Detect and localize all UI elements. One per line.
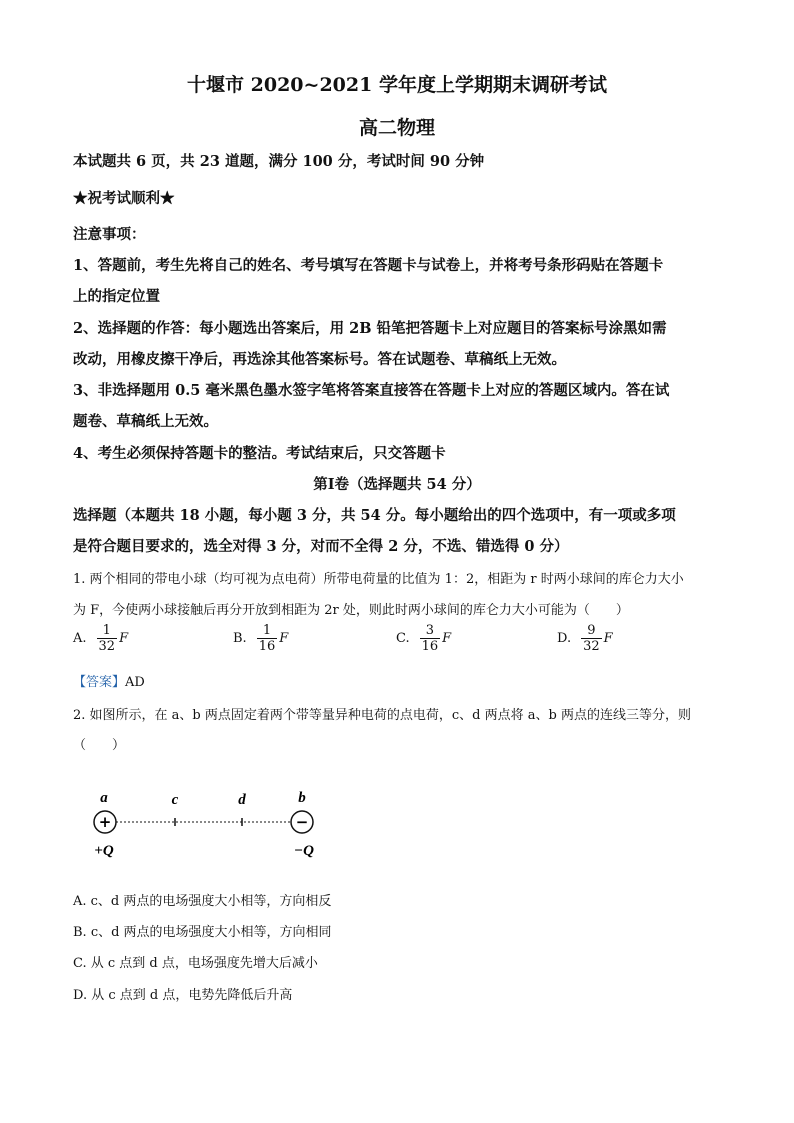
exam-info: 本试题共 6 页，共 23 道题，满分 100 分，考试时间 90 分钟 <box>73 153 485 170</box>
plus-sign: + <box>98 813 112 831</box>
denominator: 32 <box>583 639 600 654</box>
q2-option-b[interactable]: B. c、d 两点的电场强度大小相等，方向相同 <box>73 925 332 940</box>
label-a: a <box>100 790 108 806</box>
question-2-text: 2. 如图所示，在 a、b 两点固定着两个带等量异种电荷的点电荷，c、d 两点将 a、b 两点的连线三等分，则 <box>73 708 691 723</box>
numerator: 1 <box>102 623 111 638</box>
fraction <box>97 623 118 654</box>
q2-option-a[interactable]: A. c、d 两点的电场强度大小相等，方向相反 <box>73 894 332 909</box>
label-c: c <box>171 792 179 808</box>
denominator: 16 <box>258 639 276 654</box>
fraction <box>581 623 602 654</box>
question-2-text: （ ） <box>73 738 126 753</box>
notice-line: 2、选择题的作答：每小题选出答案后，用 2B 铅笔把答题卡上对应题目的答案标号涂黑如需 <box>73 320 667 337</box>
force-symbol: F <box>442 631 452 646</box>
notice-line: 题卷、草稿纸上无效。 <box>73 413 218 430</box>
q1-option-b[interactable] <box>233 623 288 654</box>
force-symbol: F <box>603 631 613 646</box>
option-label: C. <box>396 631 410 646</box>
charge-a-label: +Q <box>94 843 114 859</box>
force-symbol: F <box>119 631 129 646</box>
option-label: A. <box>73 631 87 646</box>
option-label: B. <box>233 631 247 646</box>
label-b: b <box>298 790 306 806</box>
good-luck-text: ★祝考试顺利★ <box>73 190 175 207</box>
q1-option-d[interactable] <box>557 623 613 654</box>
section-heading: 第Ⅰ卷（选择题共 54 分） <box>313 476 481 493</box>
q1-option-c[interactable] <box>396 623 451 654</box>
subject-title: 高二物理 <box>358 117 435 139</box>
q1-option-a[interactable] <box>73 623 128 654</box>
notice-heading: 注意事项： <box>73 226 146 243</box>
answer-value: AD <box>125 675 145 690</box>
option-label: D. <box>557 631 572 646</box>
force-symbol: F <box>279 631 289 646</box>
answer-tag: 【答案】 <box>73 675 126 690</box>
notice-line: 1、答题前，考生先将自己的姓名、考号填写在答题卡与试卷上，并将考号条形码贴在答题卡 <box>73 257 664 274</box>
q2-option-c[interactable]: C. 从 c 点到 d 点，电场强度先增大后减小 <box>73 956 318 971</box>
numerator: 9 <box>587 623 596 638</box>
section-description: 选择题（本题共 18 小题，每小题 3 分，共 54 分。每小题给出的四个选项中，有一项或多项 <box>73 507 676 524</box>
charge-b-label: −Q <box>294 843 314 859</box>
q2-option-d[interactable]: D. 从 c 点到 d 点，电势先降低后升高 <box>73 988 293 1003</box>
notice-line: 上的指定位置 <box>73 288 160 305</box>
question-1-text: 为 F，今使两小球接触后再分开放到相距为 2r 处，则此时两小球间的库仑力大小可能为（ ） <box>73 603 629 618</box>
label-d: d <box>238 792 246 808</box>
fraction <box>420 623 441 654</box>
numerator: 3 <box>425 623 435 638</box>
notice-line: 改动，用橡皮擦干净后，再选涂其他答案标号。答在试题卷、草稿纸上无效。 <box>73 351 566 368</box>
section-description: 是符合题目要求的，选全对得 3 分，对而不全得 2 分，不选、错选得 0 分） <box>73 538 569 555</box>
denominator: 16 <box>421 639 439 654</box>
notice-line: 3、非选择题用 0.5 毫米黑色墨水签字笔将答案直接答在答题卡上对应的答题区域内。答在试 <box>73 382 670 399</box>
numerator: 1 <box>262 623 272 638</box>
notice-line: 4、考生必须保持答题卡的整洁。考试结束后，只交答题卡 <box>73 445 446 462</box>
q1-answer <box>73 671 145 690</box>
exam-title: 十堰市 2020~2021 学年度上学期期末调研考试 <box>187 74 607 96</box>
denominator: 32 <box>98 639 116 654</box>
question-1-text: 1. 两个相同的带电小球（均可视为点电荷）所带电荷量的比值为 1：2，相距为 r 时两小球间的库仑力大小 <box>73 572 684 587</box>
charge-diagram <box>85 782 325 862</box>
fraction <box>257 623 278 654</box>
minus-sign: − <box>295 813 309 831</box>
